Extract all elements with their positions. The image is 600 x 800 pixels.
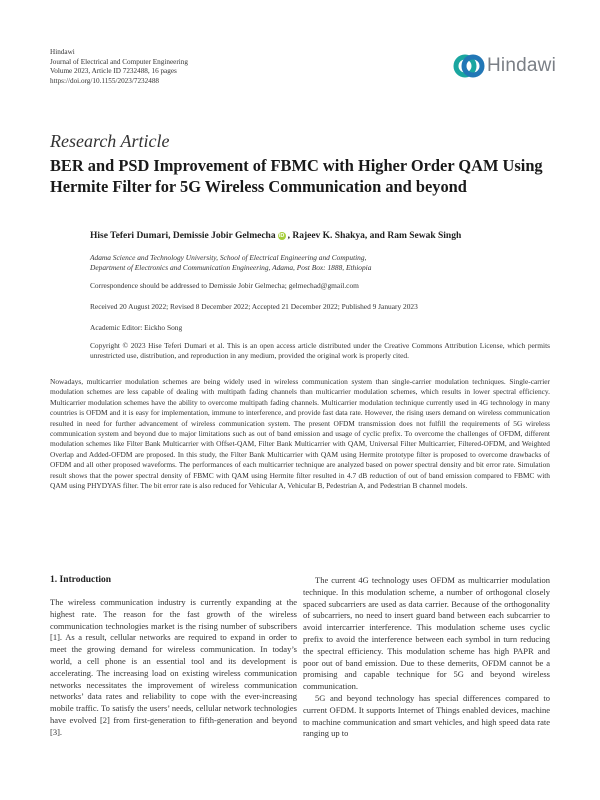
- body-column-right: [303, 575, 550, 740]
- article-type: Research Article: [50, 131, 170, 151]
- intro-paragraph-3: 5G and beyond technology has special differences compared to current OFDM. It supports Internet of Things enabled devices, machine to machine communication and smart vehicles, and high speed data rate ranging up to: [303, 692, 550, 739]
- publisher-name: Hindawi: [50, 48, 75, 56]
- orcid-icon[interactable]: iD: [278, 232, 285, 239]
- affiliation: [90, 253, 550, 274]
- article-title: BER and PSD Improvement of FBMC with Higher Order QAM Using Hermite Filter for 5G Wireless Communication and beyond: [50, 156, 543, 196]
- publication-dates: Received 20 August 2022; Revised 8 December 2022; Accepted 21 December 2022; Published 9 January 2023: [90, 302, 418, 311]
- hindawi-logo-icon: [452, 44, 486, 84]
- doi-link[interactable]: https://doi.org/10.1155/2023/7232488: [50, 76, 160, 85]
- hindawi-logo: [452, 44, 562, 88]
- correspondence: Correspondence should be addressed to Demissie Jobir Gelmecha; gelmechad@gmail.com: [90, 281, 359, 290]
- affiliation-line-2: Department of Electronics and Communication Engineering, Adama, Post Box: 1888, Ethiopia: [90, 263, 372, 273]
- authors-part2: , Rajeev K. Shakya, and Ram Sewak Singh: [287, 231, 462, 241]
- logo-text: Hindawi: [487, 55, 556, 76]
- academic-editor: Academic Editor: Eickho Song: [90, 323, 183, 332]
- section-heading-introduction: 1. Introduction: [50, 575, 112, 585]
- author-list: [90, 231, 461, 241]
- abstract: Nowadays, multicarrier modulation schemes are being widely used in wireless communication system than single-carrier modulation techniques. Single-carrier modulation schemes are less capable of dealing with multipath fading channels than multicarrier modulation schemes, which results in lower spectral efficiency. Multicarrier modulation schemes have the ability to overcome multipath fading channels. Multicarrier modulation technique currently used in 4G technology in many countries is OFDM and it is easy for implementation, immune to interference, and provide fast data rate. However, the rising users demand on wireless communication resulted in need for further advancement of wireless communication system. The present OFDM transmission does not fulfill the requirements of 5G wireless communication system and beyond due to major limitations such as out of band emission and usage of cyclic prefix. To overcome the challenges of OFDM, different modulation schemes like Filter Bank Multicarrier with Offset-QAM, Filter Bank Multicarrier with QAM, Universal Filter Multicarrier, Filtered-OFDM, and Weighted Overlap and Added-OFDM are proposed. In this study, the Filter Bank Multicarrier with QAM using Hermite prototype filter is proposed to overcome drawbacks of OFDM and all other proposed waveforms. The performances of each multicarrier technique are analyzed based on power spectral density and bit error rate. Simulation result shows that the power spectral density of FBMC with QAM using Hermite filter resulted in 4.7 dB reduction of out of band emission compared to FBMC with QAM using PHYDYAS filter. The bit error rate is also reduced for Vehicular A, Vehicular B, Pedestrian A, and Pedestrian B channel models.: [50, 377, 550, 491]
- journal-header: [50, 48, 188, 86]
- intro-paragraph-1: The wireless communication industry is currently expanding at the highest rate. The reason for the fast growth of the wireless communication technologies market is the rising number of subscribers [1]. As a result, cellular networks are required to expand in order to meet the growing demand for wireless communication. In today’s world, a cell phone is an essential tool and its development is accelerating. The increasing load on existing wireless communication networks necessitates the improvement of wireless communication networks’ data rates and reliability to cope with the ever-increasing mobile traffic. To satisfy the users’ needs, cellular network technologies have evolved [2] from first-generation to fifth-generation and beyond [3].: [50, 597, 297, 737]
- volume-line: Volume 2023, Article ID 7232488, 16 pages: [50, 67, 177, 76]
- intro-paragraph-2: The current 4G technology uses OFDM as multicarrier modulation technique. In this modulation scheme, a number of orthogonal closely spaced subcarriers are used as data carrier. Because of the orthogonality of subcarriers, no need to insert guard band between each subcarrier to avoid intercarrier interference. This modulation scheme uses cyclic prefix to avoid the interference between each symbol in turn reducing the spectral efficiency. This modulation scheme has high PAPR and poor out of band emission. Due to these demerits, OFDM cannot be a promising and capable technique for 5G and beyond wireless communication.: [303, 575, 550, 692]
- affiliation-line-1: Adama Science and Technology University, School of Electrical Engineering and Computing,: [90, 253, 367, 262]
- journal-name: Journal of Electrical and Computer Engineering: [50, 57, 188, 66]
- body-column-left: [50, 597, 297, 739]
- authors-part1: Hise Teferi Dumari, Demissie Jobir Gelmecha: [90, 231, 276, 241]
- copyright-notice: Copyright © 2023 Hise Teferi Dumari et al. This is an open access article distributed under the Creative Commons Attribution License, which permits unrestricted use, distribution, and reproduction in any medium, provided the original work is properly cited.: [90, 341, 550, 361]
